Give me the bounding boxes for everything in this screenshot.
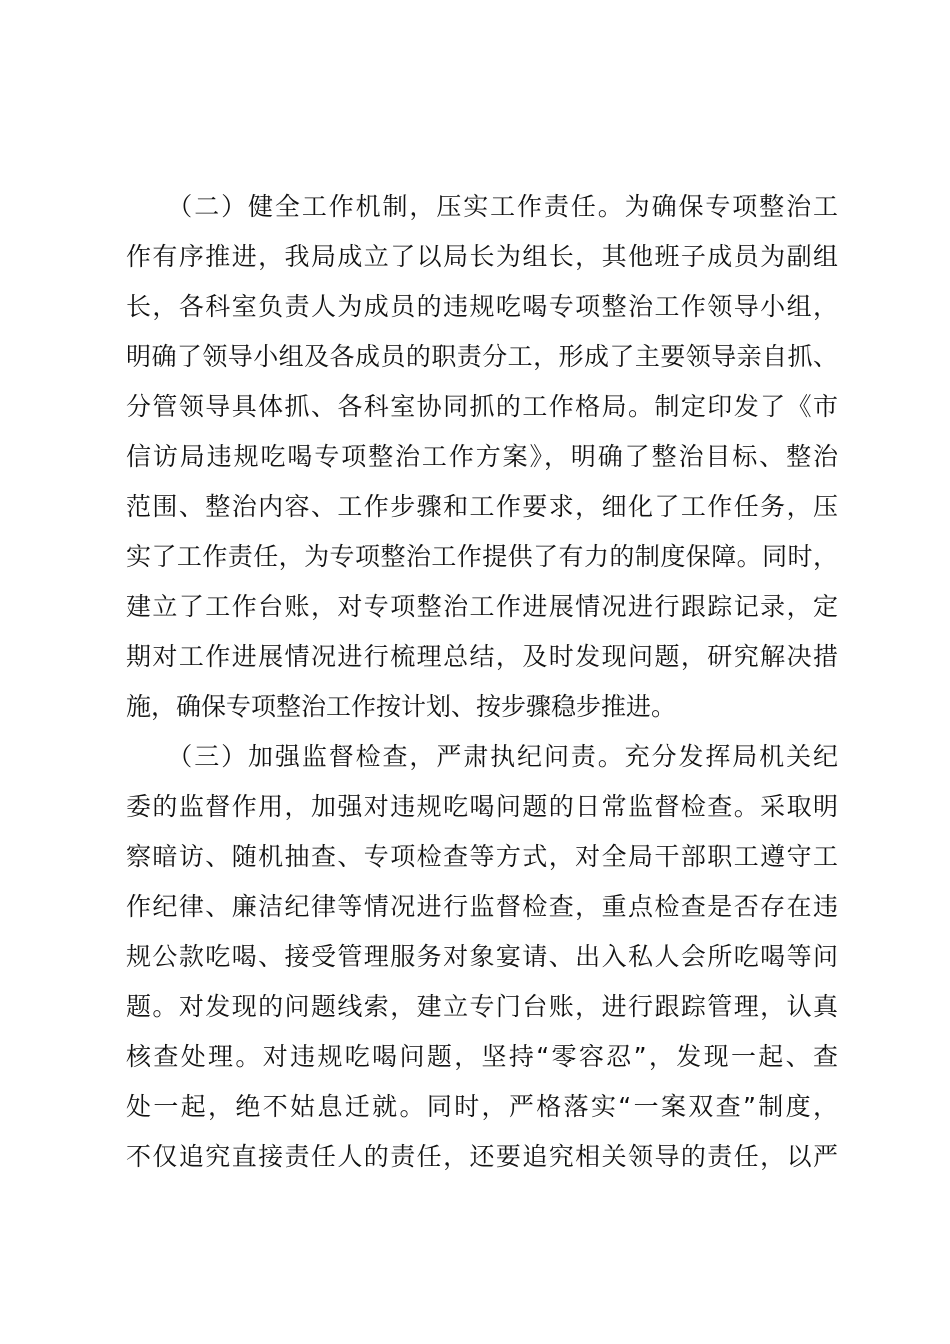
- text-line: 范围、整治内容、工作步骤和工作要求，细化了工作任务，压: [126, 492, 838, 521]
- text-line: 分管领导具体抓、各科室协同抓的工作格局。制定印发了《市: [126, 392, 838, 421]
- text-line: 作有序推进，我局成立了以局长为组长，其他班子成员为副组: [126, 242, 838, 271]
- text-line: 明确了领导小组及各成员的职责分工，形成了主要领导亲自抓、: [126, 342, 838, 371]
- text-line: 不仅追究直接责任人的责任，还要追究相关领导的责任，以严: [126, 1142, 838, 1171]
- text-line: （三）加强监督检查，严肃执纪问责。充分发挥局机关纪: [126, 742, 838, 771]
- text-line: （二）健全工作机制，压实工作责任。为确保专项整治工: [126, 192, 838, 221]
- text-line: 规公款吃喝、接受管理服务对象宴请、出入私人会所吃喝等问: [126, 942, 838, 971]
- text-line: 察暗访、随机抽查、专项检查等方式，对全局干部职工遵守工: [126, 842, 838, 871]
- paragraph-section-three: [126, 732, 838, 1182]
- text-line: 建立了工作台账，对专项整治工作进展情况进行跟踪记录，定: [126, 592, 838, 621]
- paragraph-section-two: [126, 182, 838, 732]
- text-line: 实了工作责任，为专项整治工作提供了有力的制度保障。同时，: [126, 542, 838, 571]
- text-line: 信访局违规吃喝专项整治工作方案》，明确了整治目标、整治: [126, 442, 838, 471]
- text-line: 施，确保专项整治工作按计划、按步骤稳步推进。: [126, 692, 677, 721]
- text-line: 核查处理。对违规吃喝问题，坚持“零容忍”，发现一起、查: [126, 1042, 838, 1071]
- text-line: 长，各科室负责人为成员的违规吃喝专项整治工作领导小组，: [126, 292, 838, 321]
- text-line: 期对工作进展情况进行梳理总结，及时发现问题，研究解决措: [126, 642, 838, 671]
- text-line: 题。对发现的问题线索，建立专门台账，进行跟踪管理，认真: [126, 992, 838, 1021]
- text-line: 处一起，绝不姑息迁就。同时，严格落实“一案双查”制度，: [126, 1092, 838, 1121]
- document-body: [126, 182, 838, 1182]
- text-line: 委的监督作用，加强对违规吃喝问题的日常监督检查。采取明: [126, 792, 838, 821]
- text-line: 作纪律、廉洁纪律等情况进行监督检查，重点检查是否存在违: [126, 892, 838, 921]
